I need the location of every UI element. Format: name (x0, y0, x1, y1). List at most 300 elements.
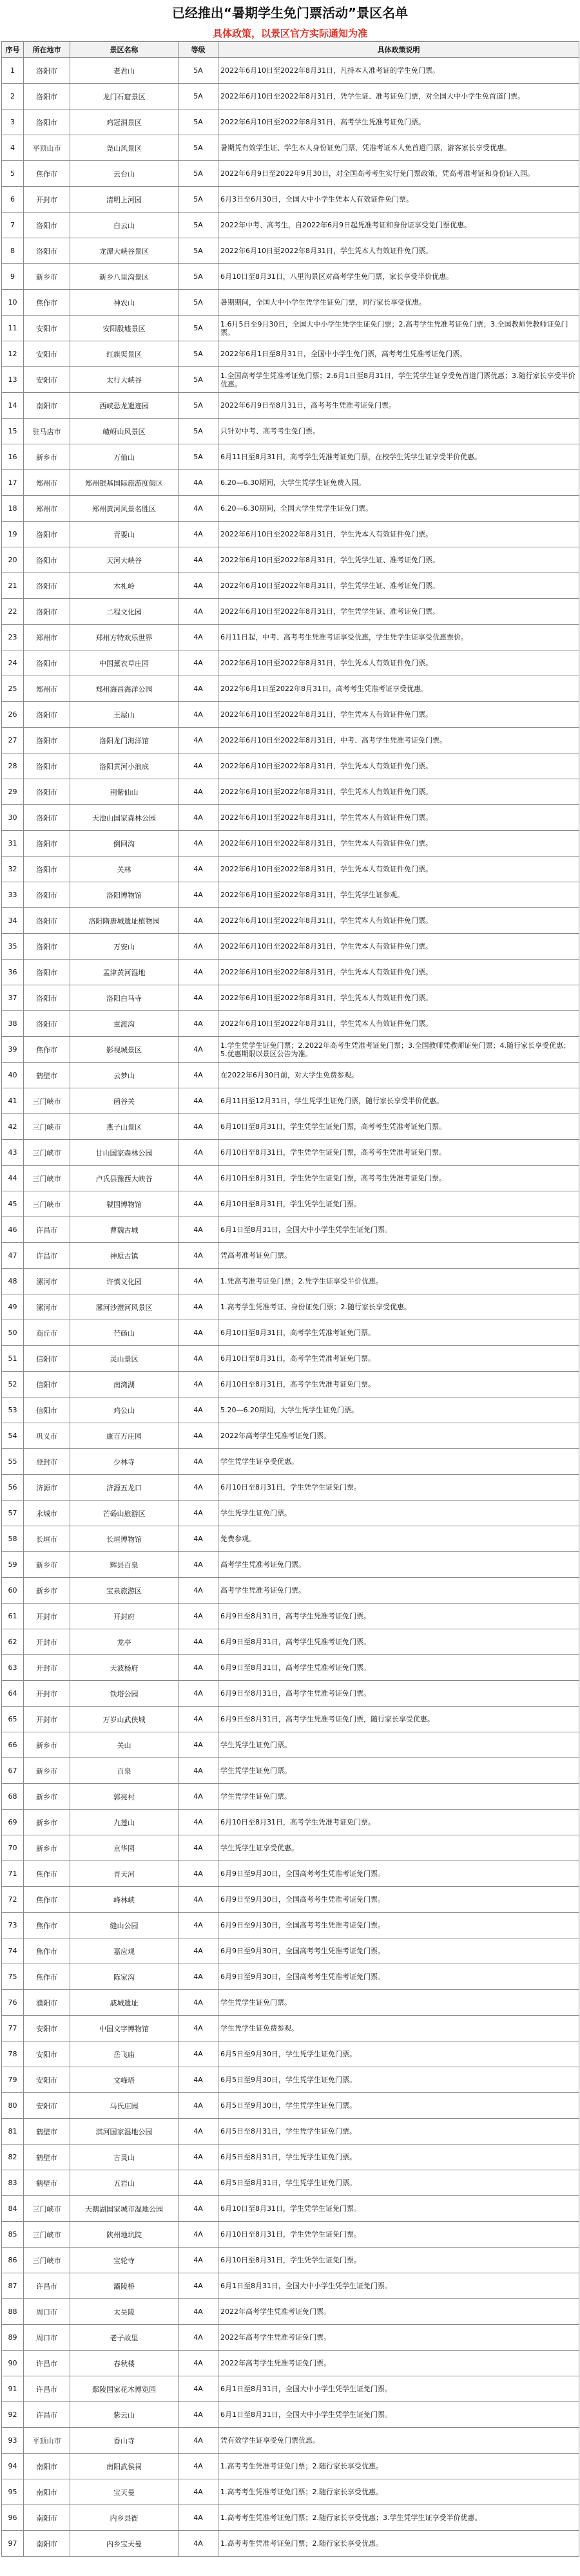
cell-name: 郑州方特欢乐世界 (70, 625, 179, 650)
cell-name: 郭亮村 (70, 1784, 179, 1810)
cell-grade: 4A (179, 1526, 218, 1552)
table-row (2, 599, 579, 625)
cell-policy: 高考学生凭准考证免门票。 (218, 1552, 579, 1578)
cell-policy: 6月9日至8月31日，高考学生凭准考证免门票。 (218, 1655, 579, 1681)
cell-policy: 6月10日至8月31日，学生凭学生证免门票，高考考生凭准考证免门票。 (218, 1166, 579, 1191)
table-row (2, 753, 579, 779)
cell-policy: 6月10日至8月31日，学生凭学生证免门票，高考考生凭准考证免门票。 (218, 1140, 579, 1166)
cell-name: 倒回沟 (70, 831, 179, 857)
cell-policy: 6月1日至8月31日，全国大中小学生凭学生证免门票。 (218, 2402, 579, 2428)
cell-no: 31 (2, 831, 24, 857)
cell-policy: 学生凭学生证免门票。 (218, 1990, 579, 2016)
cell-city: 永城市 (24, 1501, 70, 1526)
cell-city: 洛阳市 (24, 960, 70, 985)
cell-policy: 1.高考考生凭准考证免门票；2.随行家长享受优惠；3.学生凭学生证享受半价优惠。 (218, 2505, 579, 2531)
cell-grade: 5A (179, 84, 218, 109)
table-row (2, 135, 579, 161)
cell-policy: 1.6月5日至9月30日，全国大中小学生凭学生证免门票；2.高考学生凭准考证免门票；3.全国教师凭教师证免门票。 (218, 316, 579, 341)
cell-no: 53 (2, 1397, 24, 1423)
table-row (2, 2505, 579, 2531)
table-row (2, 1011, 579, 1037)
cell-name: 宝泉旅游区 (70, 1578, 179, 1604)
cell-name: 文峰塔 (70, 2067, 179, 2093)
cell-policy: 6月3日至6月30日，全国大中小学生凭本人有效证件免门票。 (218, 187, 579, 213)
cell-no: 24 (2, 650, 24, 676)
cell-city: 洛阳市 (24, 84, 70, 109)
cell-no: 42 (2, 1114, 24, 1140)
cell-no: 73 (2, 1913, 24, 1938)
cell-city: 焦作市 (24, 1964, 70, 1990)
cell-no: 45 (2, 1191, 24, 1217)
cell-grade: 4A (179, 2119, 218, 2145)
cell-policy: 2022年6月10日至2022年8月31日，凡持本人准考证的学生免门票。 (218, 58, 579, 84)
cell-no: 86 (2, 2248, 24, 2273)
cell-grade: 4A (179, 1835, 218, 1861)
cell-grade: 4A (179, 496, 218, 522)
cell-policy: 6.20—6.30期间，大学生凭学生证免费入园。 (218, 470, 579, 496)
cell-grade: 4A (179, 1964, 218, 1990)
header-policy: 具体政策说明 (218, 42, 579, 58)
table-row (2, 2145, 579, 2170)
table-row (2, 1346, 579, 1372)
cell-policy: 1.学生凭学生证免门票；2.2022年高考生凭准考证免门票；3.全国教师凭教师证免门票；4.随行家长享受优惠；5.优惠期限以景区公告为准。 (218, 1037, 579, 1063)
cell-no: 90 (2, 2351, 24, 2376)
cell-city: 南阳市 (24, 2454, 70, 2479)
cell-city: 南阳市 (24, 2505, 70, 2531)
cell-grade: 4A (179, 1681, 218, 1707)
cell-no: 84 (2, 2196, 24, 2222)
cell-policy: 6月10日至8月31日，学生凭学生证免门票。 (218, 2222, 579, 2248)
cell-city: 洛阳市 (24, 882, 70, 908)
cell-grade: 4A (179, 1088, 218, 1114)
cell-grade: 4A (179, 1990, 218, 2016)
table-row (2, 2531, 579, 2557)
cell-grade: 5A (179, 290, 218, 316)
table-row (2, 2016, 579, 2041)
cell-no: 94 (2, 2454, 24, 2479)
cell-grade: 4A (179, 2170, 218, 2196)
cell-name: 灞陵桥 (70, 2273, 179, 2299)
cell-grade: 5A (179, 264, 218, 290)
cell-name: 白云山 (70, 213, 179, 238)
cell-policy: 6月10日至8月31日，高考学生凭准考证免门票。 (218, 1320, 579, 1346)
cell-city: 洛阳市 (24, 702, 70, 728)
cell-grade: 4A (179, 1269, 218, 1294)
table-row (2, 1758, 579, 1784)
cell-city: 三门峡市 (24, 1191, 70, 1217)
cell-no: 22 (2, 599, 24, 625)
cell-policy: 6月10日至8月31日，八里沟景区对高考学生免门票，家长享受半价优惠。 (218, 264, 579, 290)
cell-grade: 4A (179, 1475, 218, 1501)
cell-policy: 2022年6月10日至2022年8月31日，学生凭本人有效证件免门票。 (218, 779, 579, 805)
cell-city: 平顶山市 (24, 135, 70, 161)
cell-policy: 学生凭学生证免门票。 (218, 1784, 579, 1810)
table-row (2, 2067, 579, 2093)
cell-name: 孟津黄河湿地 (70, 960, 179, 985)
cell-name: 中国薰衣草庄园 (70, 650, 179, 676)
cell-no: 7 (2, 213, 24, 238)
header-name: 景区名称 (70, 42, 179, 58)
table-row (2, 238, 579, 264)
cell-grade: 5A (179, 213, 218, 238)
cell-name: 太行大峡谷 (70, 367, 179, 393)
table-row (2, 1887, 579, 1913)
cell-city: 焦作市 (24, 1938, 70, 1964)
cell-name: 郑州黄河风景名胜区 (70, 496, 179, 522)
cell-policy: 6月10日至8月31日，高考学生凭准考证免门票。 (218, 1346, 579, 1372)
cell-city: 鹤壁市 (24, 2145, 70, 2170)
cell-grade: 4A (179, 2531, 218, 2557)
cell-policy: 2022年6月10日至2022年8月31日，高考学生凭准考证免门票。 (218, 109, 579, 135)
cell-no: 96 (2, 2505, 24, 2531)
cell-name: 关山 (70, 1732, 179, 1758)
cell-grade: 4A (179, 1938, 218, 1964)
table-row (2, 290, 579, 316)
cell-policy: 暑期期间，全国大中小学生凭学生证免门票，同行家长享受优惠。 (218, 290, 579, 316)
table-row (2, 934, 579, 960)
cell-name: 天池山国家森林公园 (70, 805, 179, 831)
table-row (2, 1449, 579, 1475)
table-row (2, 1526, 579, 1552)
cell-policy: 2022年高考学生凭准考证免门票。 (218, 2325, 579, 2351)
cell-policy: 6月10日至8月31日，学生凭学生证免门票。 (218, 2248, 579, 2273)
cell-no: 89 (2, 2325, 24, 2351)
cell-policy: 6月9日至9月30日，全国高考考生凭准考证免门票。 (218, 1887, 579, 1913)
cell-policy: 2022年高考学生凭准考证免门票。 (218, 2351, 579, 2376)
table-row (2, 1913, 579, 1938)
cell-city: 焦作市 (24, 290, 70, 316)
cell-policy: 2022年高考学生凭准考证免门票。 (218, 2299, 579, 2325)
table-row (2, 1372, 579, 1397)
cell-city: 洛阳市 (24, 238, 70, 264)
table-row (2, 2273, 579, 2299)
cell-name: 函谷关 (70, 1088, 179, 1114)
cell-grade: 4A (179, 2325, 218, 2351)
cell-no: 75 (2, 1964, 24, 1990)
cell-grade: 4A (179, 934, 218, 960)
cell-name: 老君山 (70, 58, 179, 84)
cell-no: 93 (2, 2428, 24, 2454)
cell-grade: 4A (179, 1372, 218, 1397)
cell-city: 安阳市 (24, 2093, 70, 2119)
cell-policy: 6月10日至8月31日，高考学生凭准考证免门票。 (218, 1372, 579, 1397)
cell-city: 郑州市 (24, 625, 70, 650)
scenic-spot-table (1, 41, 579, 2557)
cell-city: 洛阳市 (24, 934, 70, 960)
cell-city: 洛阳市 (24, 728, 70, 753)
cell-name: 芒砀山旅游区 (70, 1501, 179, 1526)
cell-no: 16 (2, 444, 24, 470)
cell-city: 新乡市 (24, 1810, 70, 1835)
cell-city: 洛阳市 (24, 1011, 70, 1037)
table-row (2, 316, 579, 341)
table-row (2, 84, 579, 109)
cell-no: 6 (2, 187, 24, 213)
cell-name: 辉县百泉 (70, 1552, 179, 1578)
cell-no: 83 (2, 2170, 24, 2196)
cell-policy: 6月1日至8月31日，全国大中小学生凭学生证免门票。 (218, 2273, 579, 2299)
cell-city: 洛阳市 (24, 753, 70, 779)
cell-name: 康百万庄园 (70, 1423, 179, 1449)
cell-no: 64 (2, 1681, 24, 1707)
table-row (2, 960, 579, 985)
cell-policy: 2022年6月10日至2022年8月31日，中考、高考学生凭准考证免门票。 (218, 728, 579, 753)
table-body (2, 58, 579, 2557)
cell-name: 木札岭 (70, 573, 179, 599)
cell-city: 三门峡市 (24, 1114, 70, 1140)
cell-no: 70 (2, 1835, 24, 1861)
cell-grade: 4A (179, 1552, 218, 1578)
cell-name: 龙门石窟景区 (70, 84, 179, 109)
cell-name: 云台山 (70, 161, 179, 187)
cell-name: 鸡公山 (70, 1397, 179, 1423)
cell-grade: 4A (179, 702, 218, 728)
cell-name: 神农山 (70, 290, 179, 316)
cell-no: 71 (2, 1861, 24, 1887)
table-row (2, 470, 579, 496)
table-row (2, 1784, 579, 1810)
cell-city: 信阳市 (24, 1346, 70, 1372)
cell-no: 59 (2, 1552, 24, 1578)
cell-name: 天河大峡谷 (70, 547, 179, 573)
table-row (2, 2222, 579, 2248)
cell-name: 青要山 (70, 522, 179, 547)
cell-name: 南阳武侯祠 (70, 2454, 179, 2479)
cell-grade: 4A (179, 1578, 218, 1604)
cell-grade: 4A (179, 2041, 218, 2067)
cell-no: 46 (2, 1217, 24, 1243)
cell-city: 平顶山市 (24, 2428, 70, 2454)
cell-city: 漯河市 (24, 1269, 70, 1294)
cell-policy: 2022年6月1日至8月31日，全国中小学生免门票，高考考生凭准考证免门票。 (218, 341, 579, 367)
cell-policy: 6月9日至8月31日，高考学生凭准考证免门票。 (218, 1604, 579, 1629)
cell-policy: 2022年6月10日至2022年8月31日，学生凭本人有效证件免门票。 (218, 702, 579, 728)
cell-name: 缝山公园 (70, 1913, 179, 1938)
header-grade: 等级 (179, 42, 218, 58)
cell-grade: 4A (179, 1732, 218, 1758)
cell-city: 许昌市 (24, 2273, 70, 2299)
cell-no: 56 (2, 1475, 24, 1501)
cell-policy: 2022年6月10日至2022年8月31日，学生凭本人有效证件免门票。 (218, 831, 579, 857)
cell-policy: 6月1日至8月31日，全国大中小学生凭学生证免门票。 (218, 2376, 579, 2402)
cell-grade: 5A (179, 187, 218, 213)
cell-grade: 4A (179, 2454, 218, 2479)
cell-name: 曹魏古城 (70, 1217, 179, 1243)
cell-no: 61 (2, 1604, 24, 1629)
cell-policy: 6月11日至8月31日，高考学生凭准考证免门票，在校学生凭学生证享受半价优惠。 (218, 444, 579, 470)
cell-city: 洛阳市 (24, 908, 70, 934)
cell-name: 燕子山景区 (70, 1114, 179, 1140)
cell-policy: 2022年6月10日至2022年8月31日，学生凭学生证、准考证免门票。 (218, 599, 579, 625)
table-row (2, 2325, 579, 2351)
cell-no: 44 (2, 1166, 24, 1191)
cell-city: 周口市 (24, 2325, 70, 2351)
cell-no: 12 (2, 341, 24, 367)
cell-name: 郑州银基国际旅游度假区 (70, 470, 179, 496)
cell-no: 34 (2, 908, 24, 934)
cell-no: 52 (2, 1372, 24, 1397)
table-row (2, 1037, 579, 1063)
cell-grade: 5A (179, 316, 218, 341)
cell-no: 81 (2, 2119, 24, 2145)
cell-city: 新乡市 (24, 1578, 70, 1604)
cell-name: 关林 (70, 857, 179, 882)
cell-no: 39 (2, 1037, 24, 1063)
cell-grade: 4A (179, 1243, 218, 1269)
cell-grade: 4A (179, 1707, 218, 1732)
cell-grade: 4A (179, 1655, 218, 1681)
cell-no: 13 (2, 367, 24, 393)
table-row (2, 341, 579, 367)
cell-city: 新乡市 (24, 1835, 70, 1861)
cell-policy: 6月11日起，中考、高考考生凭准考证享受优惠，学生凭学生证享受优惠票价。 (218, 625, 579, 650)
cell-policy: 6月10日至8月31日，学生凭学生证免门票。 (218, 1475, 579, 1501)
table-row (2, 985, 579, 1011)
table-row (2, 1217, 579, 1243)
cell-name: 济源五龙口 (70, 1475, 179, 1501)
cell-grade: 4A (179, 805, 218, 831)
cell-grade: 4A (179, 2222, 218, 2248)
cell-policy: 1.高考考生凭准考证免门票；2.随行家长享受优惠。 (218, 2531, 579, 2557)
cell-policy: 6月9日至9月30日，全国高考考生凭准考证免门票。 (218, 1913, 579, 1938)
cell-city: 南阳市 (24, 2479, 70, 2505)
cell-policy: 6月9日至9月30日，全国高考考生凭准考证免门票。 (218, 1861, 579, 1887)
table-row (2, 1140, 579, 1166)
table-row (2, 573, 579, 599)
cell-city: 焦作市 (24, 1037, 70, 1063)
cell-policy: 2022年6月9日至2022年9月30日，对全国高考考生实行免门票政策，凭高考准考证和身份证入园。 (218, 161, 579, 187)
cell-city: 登封市 (24, 1449, 70, 1475)
cell-name: 古灵山 (70, 2145, 179, 2170)
cell-policy: 学生凭学生证免费参观。 (218, 2016, 579, 2041)
table-row (2, 908, 579, 934)
cell-grade: 5A (179, 109, 218, 135)
table-row (2, 1707, 579, 1732)
cell-no: 80 (2, 2093, 24, 2119)
cell-no: 18 (2, 496, 24, 522)
cell-city: 洛阳市 (24, 109, 70, 135)
cell-policy: 6月5日至9月30日，学生凭学生证免门票。 (218, 2041, 579, 2067)
cell-city: 洛阳市 (24, 831, 70, 857)
table-row (2, 2041, 579, 2067)
table-row (2, 1397, 579, 1423)
table-row (2, 805, 579, 831)
cell-name: 安阳殷墟景区 (70, 316, 179, 341)
cell-no: 43 (2, 1140, 24, 1166)
cell-grade: 5A (179, 161, 218, 187)
cell-grade: 4A (179, 1294, 218, 1320)
cell-policy: 2022年6月10日至2022年8月31日，学生凭本人有效证件免门票。 (218, 985, 579, 1011)
cell-no: 14 (2, 393, 24, 419)
cell-city: 三门峡市 (24, 1140, 70, 1166)
cell-grade: 4A (179, 650, 218, 676)
table-row (2, 1629, 579, 1655)
cell-grade: 4A (179, 1063, 218, 1088)
cell-name: 京华园 (70, 1835, 179, 1861)
cell-no: 57 (2, 1501, 24, 1526)
cell-policy: 6月5日至9月30日，学生凭学生证免门票。 (218, 2067, 579, 2093)
cell-no: 5 (2, 161, 24, 187)
table-row (2, 2196, 579, 2222)
cell-grade: 4A (179, 2479, 218, 2505)
cell-no: 37 (2, 985, 24, 1011)
cell-policy: 2022年6月10日至2022年8月31日，学生凭本人有效证件免门票。 (218, 650, 579, 676)
table-row (2, 1114, 579, 1140)
cell-no: 76 (2, 1990, 24, 2016)
cell-no: 1 (2, 58, 24, 84)
cell-no: 36 (2, 960, 24, 985)
cell-policy: 6月1日至8月31日，全国大中小学生凭学生证免门票。 (218, 1217, 579, 1243)
cell-name: 龙潭大峡谷景区 (70, 238, 179, 264)
cell-name: 五岩山 (70, 2170, 179, 2196)
cell-name: 天波杨府 (70, 1655, 179, 1681)
table-row (2, 2248, 579, 2273)
cell-name: 开封府 (70, 1604, 179, 1629)
cell-no: 85 (2, 2222, 24, 2248)
table-row (2, 1990, 579, 2016)
cell-policy: 2022年6月10日至2022年8月31日，学生凭学生证、准考证免门票。 (218, 573, 579, 599)
cell-no: 95 (2, 2479, 24, 2505)
cell-no: 77 (2, 2016, 24, 2041)
cell-grade: 4A (179, 1758, 218, 1784)
cell-policy: 暑期凭有效学生证、学生本人身份证免门票，凭准考证本人免首道门票，游客家长享受优惠。 (218, 135, 579, 161)
cell-name: 二程文化园 (70, 599, 179, 625)
table-row (2, 779, 579, 805)
cell-name: 灵山景区 (70, 1346, 179, 1372)
cell-name: 老子故里 (70, 2325, 179, 2351)
cell-name: 洛阳白马寺 (70, 985, 179, 1011)
cell-name: 红旗渠景区 (70, 341, 179, 367)
table-row (2, 2479, 579, 2505)
cell-city: 开封市 (24, 1629, 70, 1655)
cell-city: 濮阳市 (24, 1990, 70, 2016)
cell-name: 九莲山 (70, 1810, 179, 1835)
cell-policy: 6月5日至8月31日，学生凭学生证免门票。 (218, 2170, 579, 2196)
cell-city: 三门峡市 (24, 2222, 70, 2248)
cell-policy: 2022年6月10日至2022年8月31日，学生凭本人有效证件免门票。 (218, 753, 579, 779)
cell-name: 南湾湖 (70, 1372, 179, 1397)
table-row (2, 1861, 579, 1887)
cell-city: 安阳市 (24, 2016, 70, 2041)
cell-name: 万安山 (70, 934, 179, 960)
cell-policy: 6月9日至9月30日，全国高考考生凭准考证免门票。 (218, 1964, 579, 1990)
table-row (2, 857, 579, 882)
cell-city: 许昌市 (24, 2402, 70, 2428)
cell-no: 35 (2, 934, 24, 960)
cell-policy: 只针对中考、高考考生免门票。 (218, 419, 579, 444)
cell-city: 洛阳市 (24, 985, 70, 1011)
table-row (2, 2402, 579, 2428)
table-row (2, 831, 579, 857)
cell-grade: 4A (179, 1217, 218, 1243)
cell-grade: 4A (179, 573, 218, 599)
table-row (2, 1269, 579, 1294)
cell-no: 15 (2, 419, 24, 444)
cell-city: 焦作市 (24, 1861, 70, 1887)
cell-name: 峰林峡 (70, 1887, 179, 1913)
cell-policy: 1.全国高考学生凭准考证免门票；2.6月1日至8月31日，学生凭学生证享受免首道门票优惠；3.随行家长享受半价优惠。 (218, 367, 579, 393)
table-row (2, 1655, 579, 1681)
cell-city: 洛阳市 (24, 522, 70, 547)
cell-city: 洛阳市 (24, 58, 70, 84)
cell-city: 新乡市 (24, 1552, 70, 1578)
table-row (2, 882, 579, 908)
cell-policy: 学生凭学生证免门票。 (218, 1758, 579, 1784)
cell-policy: 1.凭高考准考证免门票；2.凭学生证享受半价优惠。 (218, 1269, 579, 1294)
table-row (2, 1552, 579, 1578)
table-row (2, 728, 579, 753)
cell-name: 洛阳隋唐城遗址植物园 (70, 908, 179, 934)
